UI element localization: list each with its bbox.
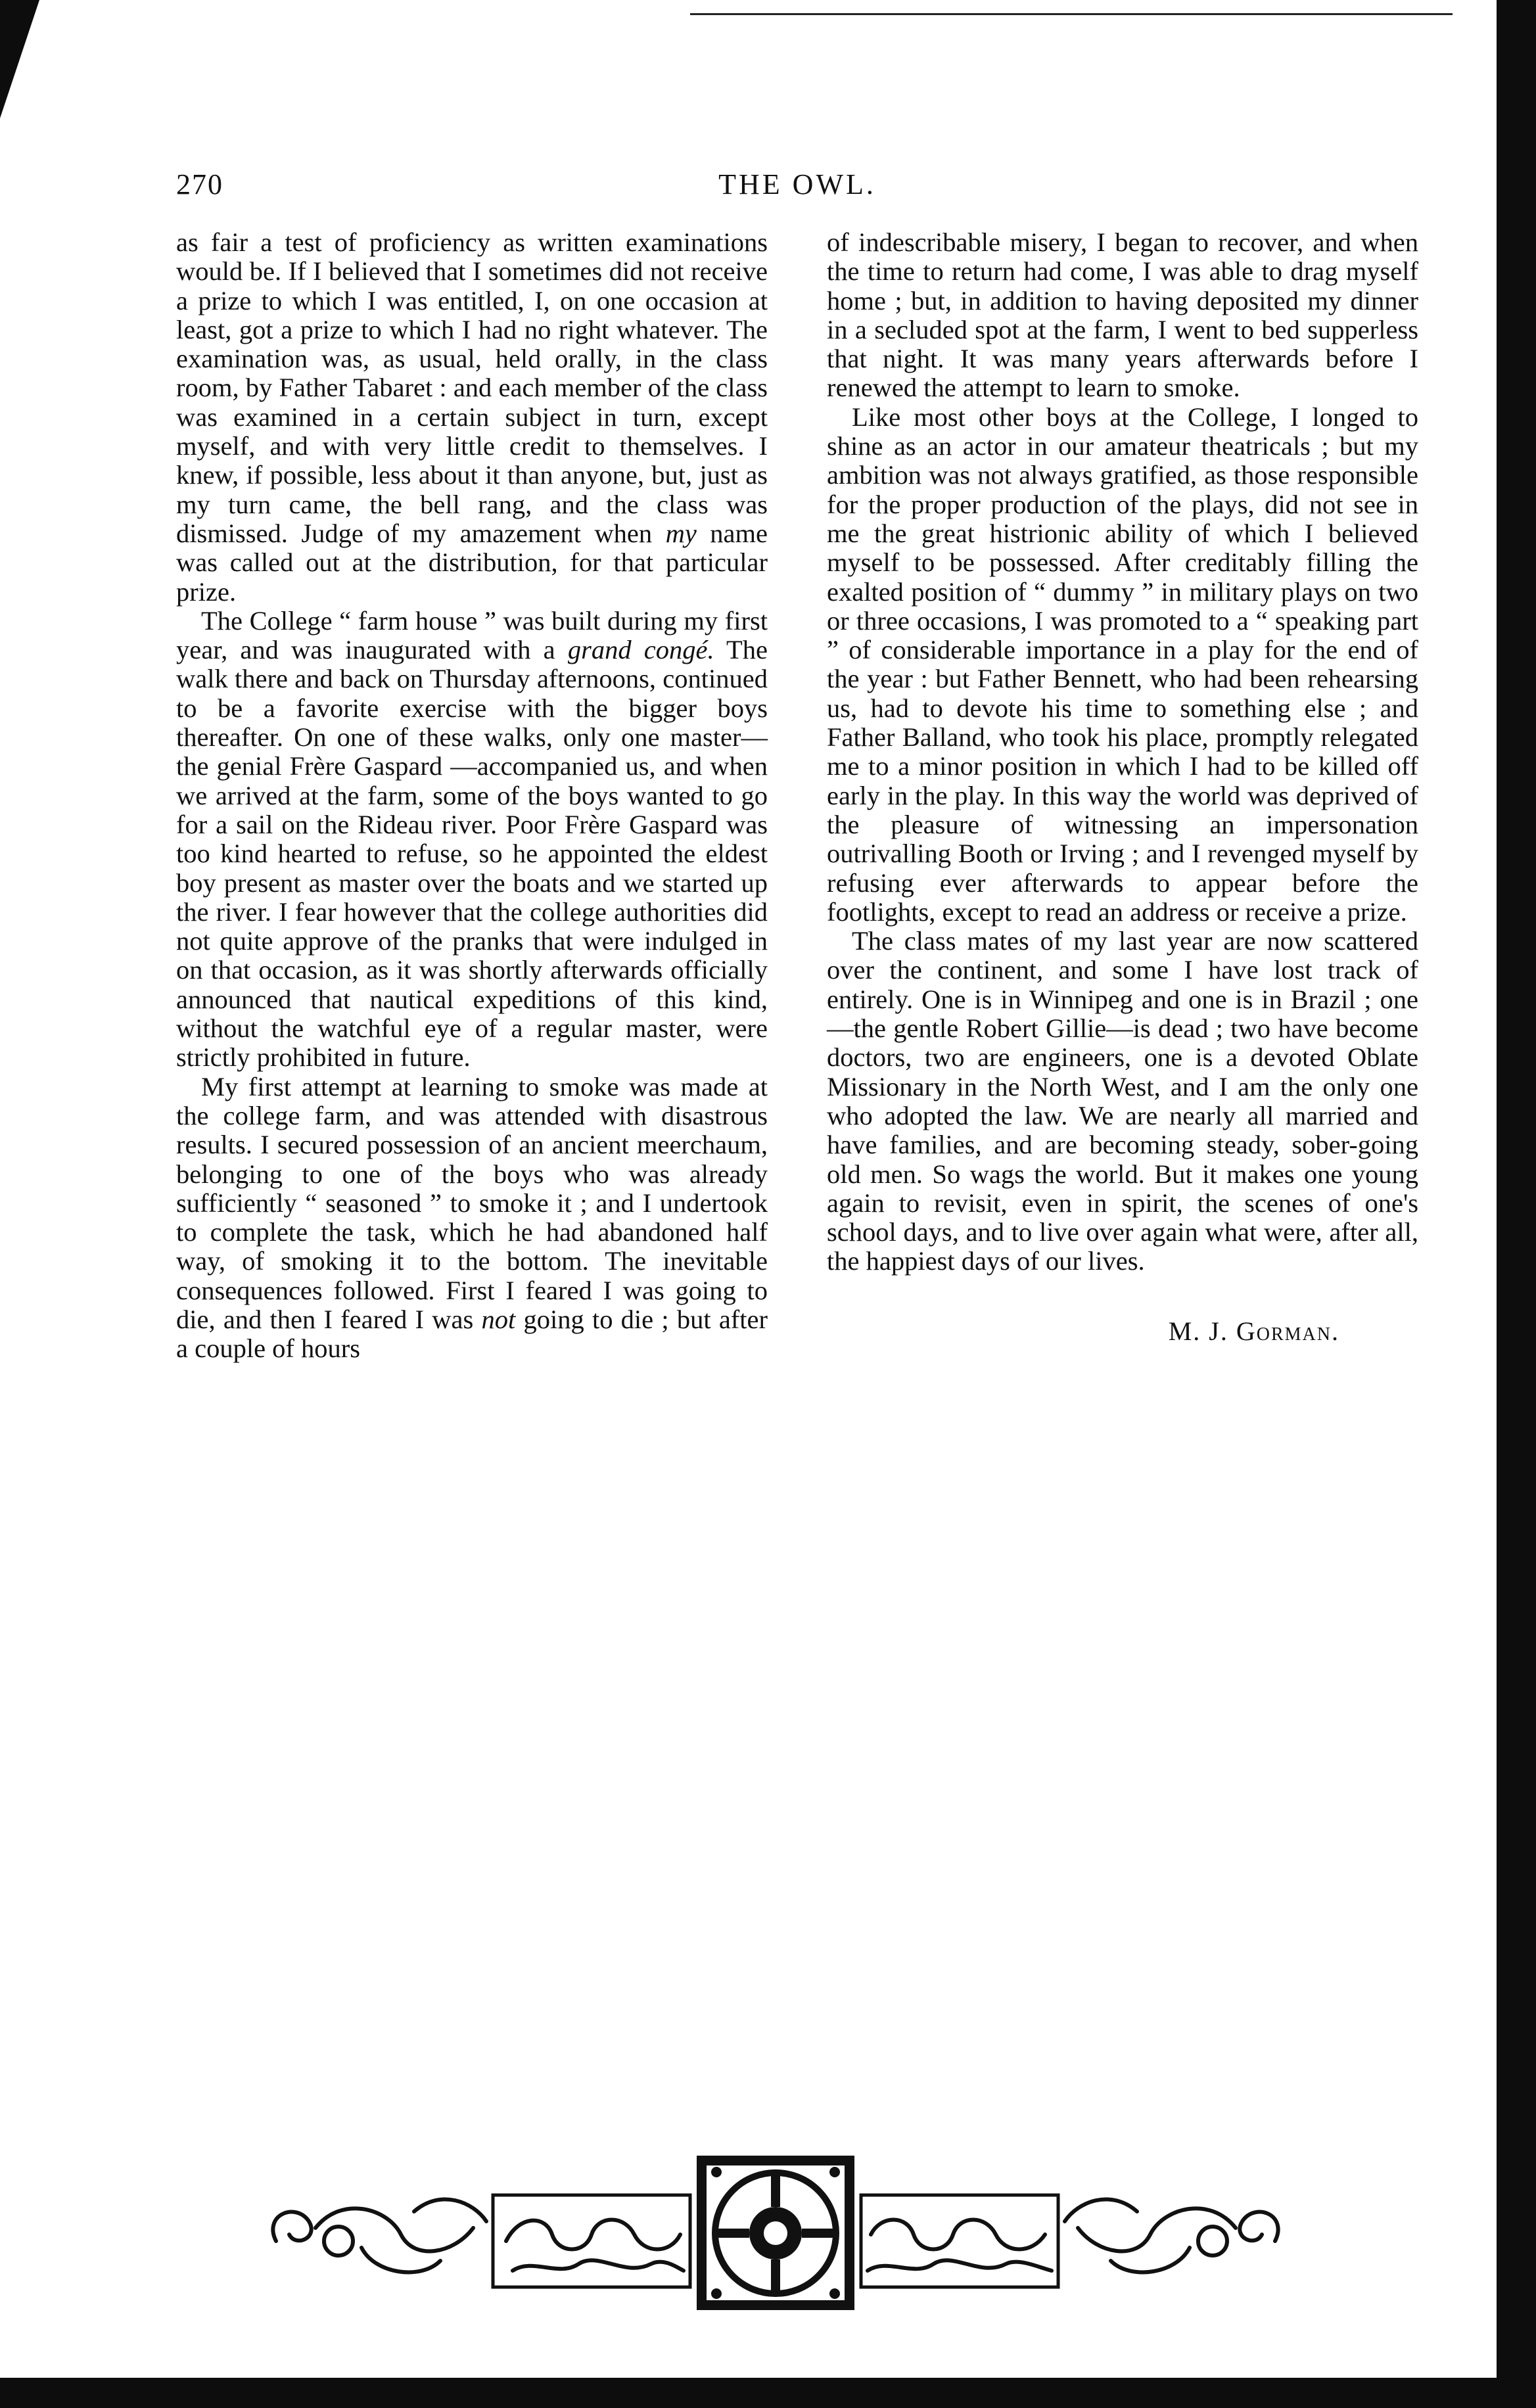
paragraph: Like most other boys at the College, I longed to shine as an actor in our amateur theatricals ; but my ambition was not always gratified, as those responsible for the proper production of the plays, did not see in me the great histrionic ability of which I believed myself to be possessed. After creditably filling the exalted position of “ dummy ” in military plays on two or three occasions, I was promoted to a “ speaking part ” of considerable importance in a play for the end of the year : but Father Bennett, who had been rehearsing us, had to devote his time to something else ; and Father Balland, who took his place, promptly relegated me to a minor position in which I had to be killed off early in the play. In this way the world was deprived of the pleasure of witnessing an impersonation outrivalling Booth or Irving ; and I revenged myself by refusing ever afterwards to appear before the footlights, except to read an address or receive a prize.	[827, 402, 1418, 927]
emphasis: not	[481, 1304, 516, 1334]
document-page	[176, 168, 1418, 1364]
paragraph: as fair a test of proficiency as written examinations would be. If I believed that I sometimes did not receive a prize to which I was entitled, I, on one occasion at least, got a prize to which I had no right whatever. The examination was, as usual, held orally, in the class room, by Father Tabaret : and each member of the class was examined in a certain subject in turn, except myself, and with very little credit to themselves. I knew, if possible, less about it than anyone, but, just as my turn came, the bell rang, and the class was dismissed. Judge of my amazement when my name was called out at the distribution, for that particular prize.	[176, 227, 768, 607]
paragraph: The College “ farm house ” was built during my first year, and was inaugurated with a grand congé. The walk there and back on Thursday afternoons, continued to be a favorite exercise with the bigger boys thereafter. On one of these walks, only one master—the genial Frère Gaspard —accompanied us, and when we arrived at the farm, some of the boys wanted to go for a sail on the Rideau river. Poor Frère Gaspard was too kind hearted to refuse, so he appointed the eldest boy present as master over the boats and we started up the river. I fear however that the college authorities did not quite approve of the pranks that were indulged in on that occasion, as it was shortly afterwards officially announced that nautical expeditions of this kind, without the watchful eye of a regular master, were strictly prohibited in future.	[176, 605, 768, 1073]
paragraph: of indescribable misery, I began to recover, and when the time to return had come, I was able to drag myself home ; but, in addition to having deposited my dinner in a secluded spot at the farm, I went to bed supperless that night. It was many years afterwards before I renewed the attempt to learn to smoke.	[827, 227, 1418, 403]
paragraph: The class mates of my last year are now scattered over the continent, and some I have lost track of entirely. One is in Winnipeg and one is in Brazil ; one—the gentle Robert Gillie—is dead ; two have become doctors, two are engineers, one is a devoted Oblate Missionary in the North West, and I am the only one who adopted the law. We are nearly all married and have families, and are becoming steady, sober-going old men. So wags the world. But it makes one young again to revisit, even in spirit, the scenes of one's school days, and to live over again what were, after all, the happiest days of our lives.	[827, 926, 1418, 1276]
paragraph: My first attempt at learning to smoke was made at the college farm, and was attended with disastrous results. I secured possession of an ancient meerchaum, belonging to one of the boys who was already sufficiently “ seasoned ” to smoke it ; and I undertook to complete the task, which he had abandoned half way, of smoking it to the bottom. The inevitable consequences followed. First I feared I was going to die, and then I feared I was not going to die ; but after a couple of hours	[176, 1071, 768, 1364]
author-signature: M. J. Gorman.	[1168, 1316, 1339, 1346]
right-column	[827, 228, 1418, 1364]
page-number: 270	[176, 168, 223, 200]
left-column	[176, 228, 768, 1364]
scan-bottom-border	[0, 2378, 1536, 2408]
scan-right-border	[1497, 0, 1536, 2408]
scan-top-rule	[690, 13, 1453, 15]
decorative-tailpiece-ornament-icon	[256, 2149, 1295, 2313]
scan-corner-artifact	[0, 0, 39, 118]
emphasis: my	[665, 518, 697, 548]
text-columns	[176, 228, 1418, 1364]
running-head	[176, 168, 1418, 214]
journal-title: THE OWL.	[718, 168, 876, 200]
emphasis: grand congé.	[567, 635, 714, 665]
